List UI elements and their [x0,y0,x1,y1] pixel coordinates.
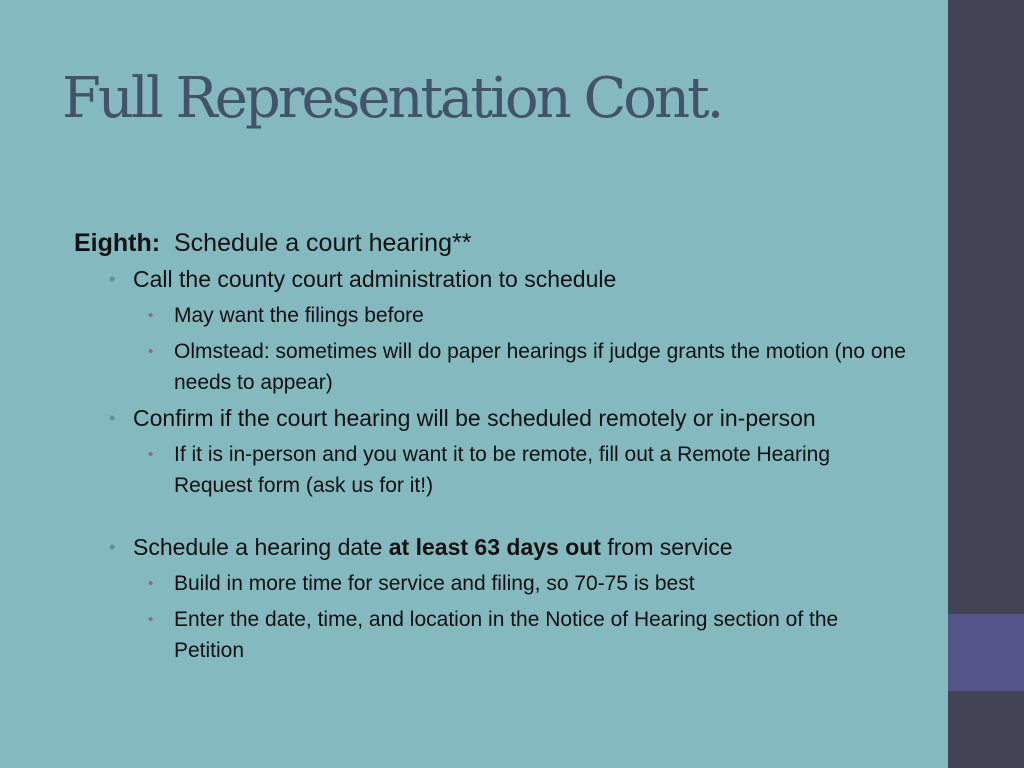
sub-bullet-text: Build in more time for service and filing, so 70-75 is best [174,572,695,595]
sidebar-accent-block [948,614,1024,691]
bullet-text: Call the county court administration to schedule [133,266,617,292]
sub-bullet-dot-icon: • [148,575,154,592]
spacer [74,506,914,532]
lead-text: Schedule a court hearing** [174,229,472,257]
bullet-dot-icon: • [109,269,116,289]
lead-label: Eighth: [74,229,161,257]
sub-bullet-notice-of-hearing [74,604,914,666]
sub-bullet-remote-request [74,439,914,501]
sub-bullet-filings [74,300,914,331]
bullet-confirm-remote [74,403,914,433]
sub-bullet-olmstead [74,336,914,398]
bullet-text-bold: at least 63 days out [388,534,601,560]
bullet-dot-icon: • [109,408,116,428]
sub-bullet-text: If it is in-person and you want it to be remote, fill out a Remote Hearing Request form (ask us for it!) [174,443,830,497]
slide-body [74,226,914,671]
bullet-call-court [74,264,914,294]
bullet-schedule-date [74,532,914,562]
sub-bullet-more-time [74,568,914,599]
sub-bullet-text: Olmstead: sometimes will do paper hearings if judge grants the motion (no one needs to appear) [174,340,906,394]
bullet-dot-icon: • [109,537,116,557]
sub-bullet-dot-icon: • [148,307,154,324]
slide-title: Full Representation Cont. [62,66,722,131]
bullet-text-post: from service [600,534,733,560]
sub-bullet-text: Enter the date, time, and location in the Notice of Hearing section of the Petition [174,608,839,662]
bullet-text: Confirm if the court hearing will be scheduled remotely or in-person [133,405,816,431]
sub-bullet-dot-icon: • [148,446,154,463]
sub-bullet-dot-icon: • [148,343,154,360]
sub-bullet-dot-icon: • [148,611,154,628]
lead-line [74,226,914,260]
bullet-text-pre: Schedule a hearing date [133,534,389,560]
sub-bullet-text: May want the filings before [174,304,424,327]
